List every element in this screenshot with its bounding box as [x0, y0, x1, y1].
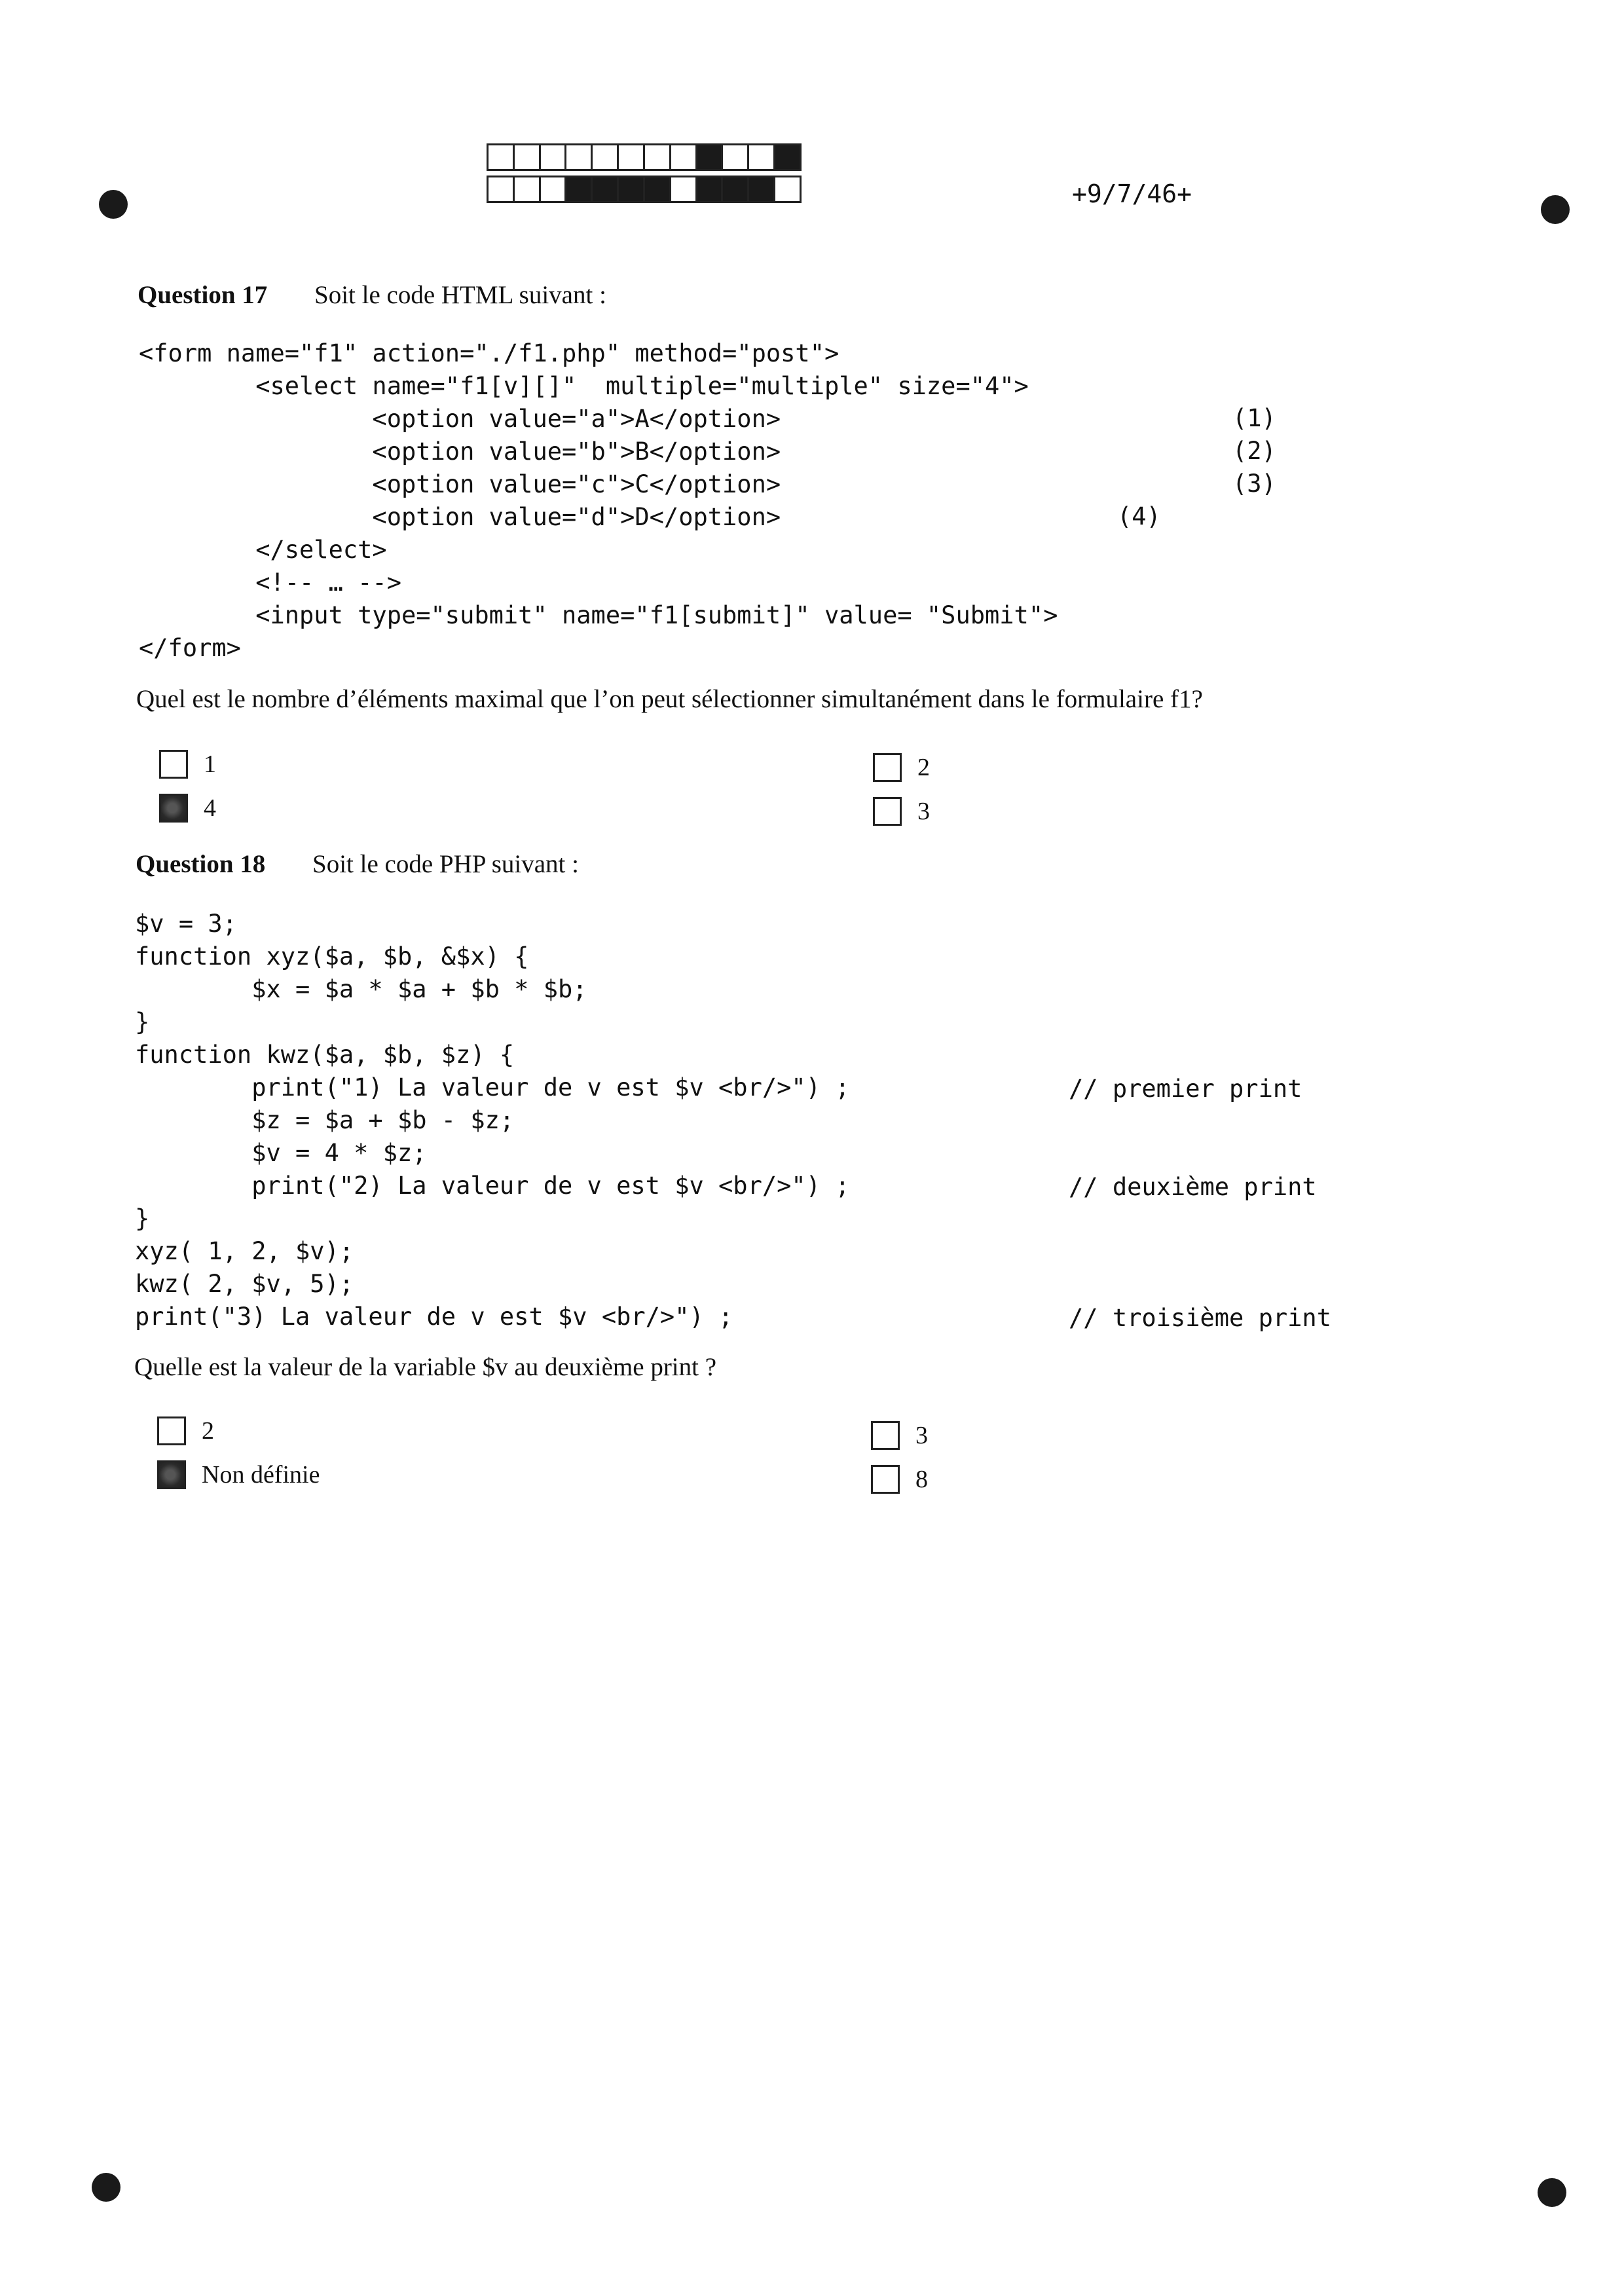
question-17-intro: Soit le code HTML suivant : [314, 281, 606, 309]
barcode-cell [669, 176, 697, 203]
q18-choice-2[interactable] [157, 1416, 214, 1445]
option-annotation-3: (3) [1232, 470, 1276, 498]
barcode-cell [695, 176, 724, 203]
question-18-text: Quelle est la valeur de la variable $v au deuxième print ? [134, 1353, 717, 1381]
barcode-cell [617, 143, 645, 171]
choice-label: 2 [917, 754, 930, 781]
barcode-cell [617, 176, 645, 203]
comment-troisieme-print: // troisième print [1069, 1304, 1331, 1332]
q17-choice-1[interactable] [159, 750, 216, 779]
registration-mark-bottom-right [1538, 2178, 1566, 2207]
q18-choice-non-definie[interactable] [157, 1460, 320, 1489]
choice-label: 1 [204, 750, 216, 778]
barcode-row-1 [489, 143, 802, 171]
checkbox[interactable] [159, 750, 188, 779]
barcode-cell [487, 143, 515, 171]
question-17-text: Quel est le nombre d’éléments maximal que l’on peut sélectionner simultanément dans le formulaire f1? [136, 685, 1203, 713]
barcode-cell [591, 143, 619, 171]
checkbox[interactable] [159, 794, 188, 823]
checkbox[interactable] [873, 797, 902, 826]
q18-choice-3[interactable] [871, 1421, 928, 1450]
barcode-cell [773, 176, 802, 203]
barcode-cell [721, 143, 749, 171]
registration-mark-bottom-left [92, 2173, 120, 2202]
checkbox[interactable] [871, 1465, 900, 1494]
comment-premier-print: // premier print [1069, 1075, 1302, 1103]
q18-choice-8[interactable] [871, 1465, 928, 1494]
registration-mark-top-left [99, 190, 128, 219]
choice-label: 2 [202, 1417, 214, 1445]
q17-choice-2[interactable] [873, 753, 930, 782]
barcode-cell [643, 143, 671, 171]
choice-label: 8 [915, 1466, 928, 1493]
question-18-header [136, 849, 579, 879]
barcode-cell [669, 143, 697, 171]
barcode-cell [747, 176, 775, 203]
checkbox[interactable] [871, 1421, 900, 1450]
choice-label: 4 [204, 794, 216, 822]
option-annotation-2: (2) [1232, 437, 1276, 465]
question-18-number: Question 18 [136, 850, 266, 878]
checkbox[interactable] [157, 1460, 186, 1489]
checkbox[interactable] [873, 753, 902, 782]
question-18-intro: Soit le code PHP suivant : [312, 850, 579, 878]
option-annotation-4: (4) [1117, 502, 1161, 530]
barcode-cell [513, 143, 541, 171]
php-code-block: $v = 3; function xyz($a, $b, &$x) { $x = $a * $a + $b * $b; } function kwz($a, $b, $z) { print("1) La valeur de v est $v <br/>") ; $z = $a + $b - $z; $v = 4 * $z; print("2) La valeur de v est $v <br/>") ; } xyz( 1, 2, $v); kwz( 2, $v, 5); print("3) La valeur de v est $v <br/>") ; [135, 910, 850, 1331]
q17-choice-3[interactable] [873, 797, 930, 826]
barcode-cell [513, 176, 541, 203]
checkbox[interactable] [157, 1416, 186, 1445]
barcode-cell [539, 143, 567, 171]
barcode-cell [643, 176, 671, 203]
barcode-cell [747, 143, 775, 171]
html-code-block: <form name="f1" action="./f1.php" method="post"> <select name="f1[v][]" multiple="multiple" size="4"> <option value="a">A</option> <option value="b">B</option> <option value="c">C</option> <option value="d">D</option> </select> <!-- … --> <input type="submit" name="f1[submit]" value= "Submit"> </form> [139, 339, 1058, 662]
question-17-number: Question 17 [138, 281, 268, 309]
barcode-cell [591, 176, 619, 203]
comment-deuxieme-print: // deuxième print [1069, 1173, 1317, 1201]
barcode-row-2 [489, 176, 802, 203]
question-17-header [138, 280, 606, 310]
barcode-cell [773, 143, 802, 171]
choice-label: 3 [915, 1422, 928, 1449]
barcode-cell [564, 176, 593, 203]
q17-choice-4[interactable] [159, 794, 216, 823]
barcode-cell [564, 143, 593, 171]
barcode-cell [539, 176, 567, 203]
page-id: +9/7/46+ [1072, 179, 1192, 208]
option-annotation-1: (1) [1232, 404, 1276, 432]
barcode-cell [721, 176, 749, 203]
registration-mark-top-right [1541, 195, 1570, 224]
choice-label: Non définie [202, 1461, 320, 1489]
barcode-cell [695, 143, 724, 171]
choice-label: 3 [917, 798, 930, 825]
barcode-cell [487, 176, 515, 203]
